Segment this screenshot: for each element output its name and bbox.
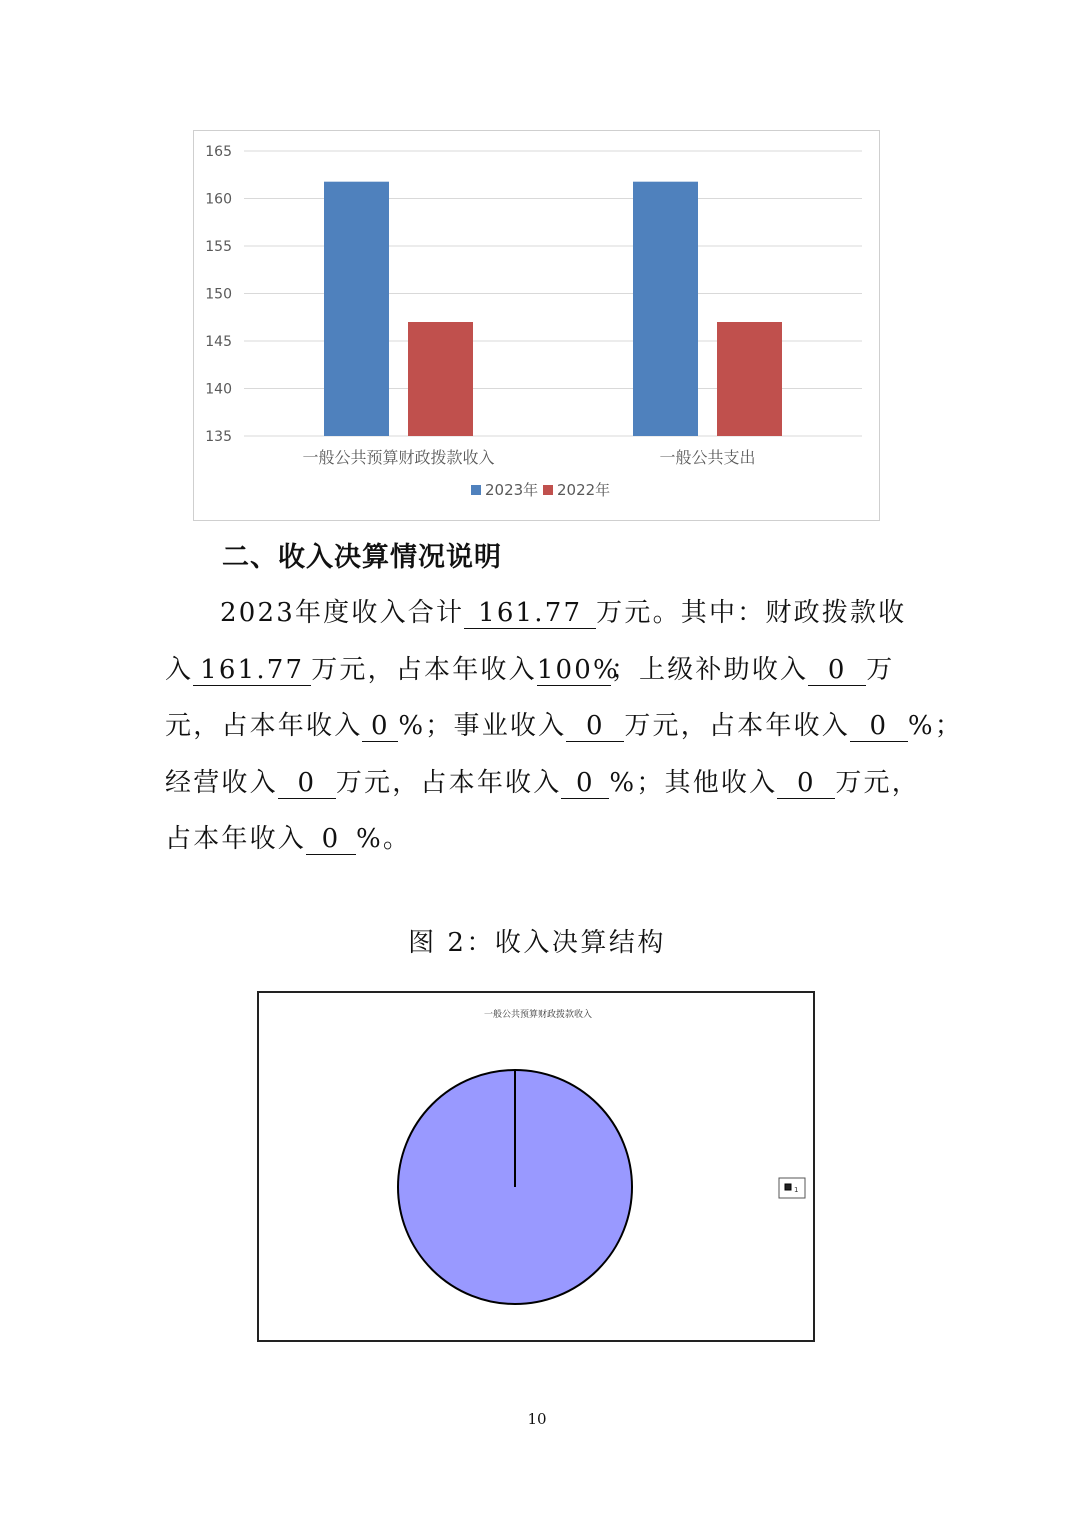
- y-tick-label: 160: [205, 191, 232, 208]
- text: 经营收入: [165, 767, 278, 798]
- legend-swatch: [471, 485, 481, 495]
- blank-fiscal: 161.77: [193, 655, 311, 686]
- blank-other: 0: [777, 768, 835, 799]
- legend-label: 2023年: [485, 481, 539, 499]
- blank-other-pct: 0: [306, 824, 356, 855]
- para-line-5: [165, 811, 915, 868]
- bar: [324, 182, 389, 436]
- text: 万元，占本年收入: [311, 654, 537, 685]
- bar: [408, 322, 473, 436]
- text: %；事业收入: [398, 711, 567, 741]
- section-heading: 二、收入决算情况说明: [222, 542, 502, 573]
- y-tick-label: 155: [205, 239, 232, 255]
- legend-label: 2022年: [557, 481, 611, 499]
- para-line-1: [165, 585, 915, 642]
- bar: [717, 322, 782, 436]
- text: 万: [866, 654, 895, 685]
- y-tick-label: 165: [205, 144, 232, 160]
- blank-business: 0: [566, 711, 624, 742]
- page-number: 10: [527, 1410, 547, 1428]
- text: %；: [907, 711, 964, 741]
- bar: [633, 182, 698, 436]
- text: 万元，占本年收入: [335, 767, 562, 798]
- y-tick-label: 150: [205, 286, 232, 303]
- blank-operating-pct: 0: [561, 768, 609, 799]
- blank-operating: 0: [278, 768, 336, 799]
- text: 占本年收入: [165, 824, 307, 854]
- bar-chart: [193, 130, 880, 521]
- y-tick-label: 145: [205, 334, 232, 350]
- para-line-3: [165, 698, 964, 755]
- blank-superior: 0: [808, 655, 866, 686]
- pie-legend-label: 1: [794, 1186, 799, 1194]
- blank-business-pct: 0: [850, 711, 908, 742]
- legend-swatch: [543, 485, 553, 495]
- text: 入: [165, 654, 194, 685]
- para-line-2: [165, 642, 915, 699]
- text: 万元，: [835, 767, 920, 798]
- text: 万元，占本年收入: [624, 711, 850, 741]
- x-category-label: 一般公共预算财政拨款收入: [302, 448, 495, 467]
- bar-chart-svg: [194, 131, 881, 522]
- text: ；上级补助收入: [610, 654, 809, 685]
- y-tick-label: 140: [205, 381, 232, 398]
- pie-chart-svg: [259, 993, 813, 1340]
- text: 元，占本年收入: [165, 711, 363, 741]
- para-line-4: [165, 755, 920, 812]
- blank-fiscal-pct: 100%: [536, 654, 620, 685]
- figure-caption: 图 2：收入决算结构: [408, 928, 666, 958]
- pie-title: 一般公共预算财政拨款收入: [483, 1010, 593, 1020]
- pie-chart: [257, 991, 815, 1342]
- blank-total: 161.77: [464, 598, 596, 629]
- pie-legend-box: [779, 1178, 805, 1198]
- blank-superior-pct: 0: [362, 711, 398, 742]
- pie-legend-swatch: [785, 1184, 791, 1190]
- x-category-label: 一般公共支出: [659, 448, 756, 467]
- income-paragraph: [165, 585, 964, 868]
- text: 2023年度收入合计: [220, 598, 465, 628]
- text: %。: [356, 824, 412, 854]
- text: %；其他收入: [609, 767, 778, 798]
- y-tick-label: 135: [205, 429, 232, 445]
- text: 万元。其中：财政拨款收: [596, 598, 907, 628]
